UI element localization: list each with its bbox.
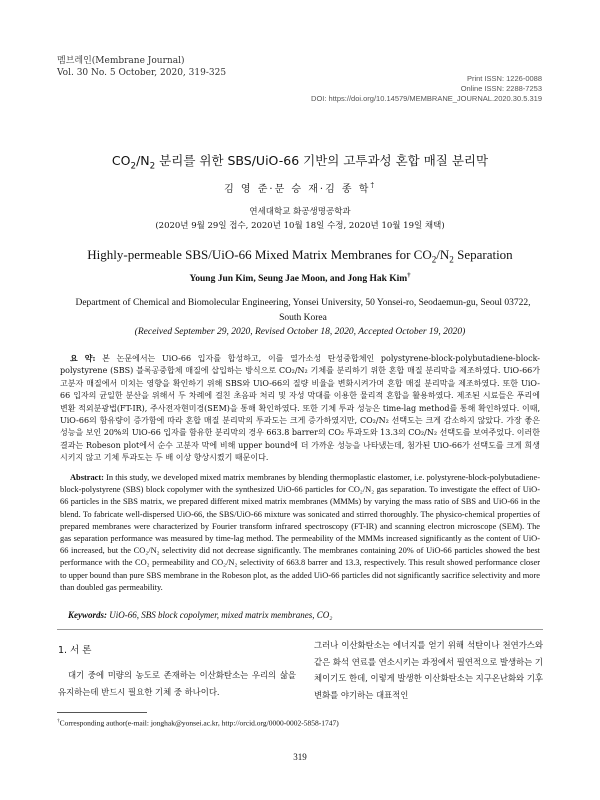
- online-issn: Online ISSN: 2288-7253: [460, 84, 542, 93]
- korean-affiliation: 연세대학교 화공생명공학과: [249, 207, 351, 217]
- korean-abstract-label: 요 약:: [70, 353, 96, 363]
- english-title: [0, 247, 600, 265]
- english-title-subscript: 2: [431, 254, 437, 265]
- doi-link[interactable]: DOI: https://doi.org/10.14579/MEMBRANE_JOURNAL.2020.30.5.319: [311, 94, 542, 103]
- print-issn: Print ISSN: 1226-0088: [466, 74, 542, 83]
- corresponding-mark: †: [407, 272, 411, 279]
- body-left-column: 대기 중에 미량의 농도로 존재하는 이산화탄소는 우리의 삶을 유지하는데 반드시 필요한 기체 중 하나이다.: [58, 670, 296, 697]
- keywords-label: Keywords:: [68, 610, 107, 620]
- korean-dates: (2020년 9월 29일 접수, 2020년 10월 18일 수정, 2020년 10월 19일 채택): [155, 221, 445, 231]
- english-dates: (Received September 29, 2020, Revised October 18, 2020, Accepted October 19, 2020): [134, 327, 466, 337]
- page-number: 319: [293, 752, 307, 762]
- section-divider: [57, 629, 543, 630]
- keywords-text: UiO-66, SBS block copolymer, mixed matrix membranes, CO₂: [109, 610, 333, 620]
- korean-title-part: CO: [111, 153, 131, 168]
- issn-block: [311, 74, 542, 104]
- journal-header: [57, 55, 226, 79]
- korean-abstract: [60, 352, 540, 465]
- journal-name: 멤브레인(Membrane Journal): [57, 56, 185, 66]
- english-title-part: Separation: [453, 247, 513, 262]
- korean-title-subscript: 2: [130, 161, 137, 172]
- english-authors-names: Young Jun Kim, Seung Jae Moon, and Jong Hak Kim: [189, 274, 408, 285]
- english-abstract-text: In this study, we developed mixed matrix membranes by blending thermoplastic elastomer, i.e. polystyrene-block-polybutadiene-block-polystyrene (SBS) block copolymer with the synthesized UiO-66 particles for CO₂/N₂ gas separation. To investigate the effect of UiO-66 particles in the SBS matrix, we prepared different mixed matrix membranes (MMMs) by varying the mass ratio of SBS and UiO-66 in the blend. To fabricate well-dispersed UiO-66, the SBS/UiO-66 mixture was sonicated and stirred thoroughly. The physico-chemical properties of prepared membranes were characterized by Fourier transform infrared spectroscopy (FT-IR) and scanning electron microscope (SEM). The gas separation performance was measured by time-lag method. The permeability of the MMMs increased significantly as the content of UiO-66 increased, but the CO₂/N₂ selectivity did not decrease significantly. The membranes containing 20% of UiO-66 particles showed the best performance with the CO₂ permeability and CO₂/N₂ selectivity of 663.8 barrer and 13.3, respectively. This result showed performance closer to upper bound than pure SBS membrane in the Robeson plot, as the added UiO-66 particles did not significantly sacrifice selectivity and more than doubled gas permeability.: [60, 473, 540, 592]
- korean-title: [0, 151, 600, 172]
- korean-authors: [0, 180, 600, 195]
- footnote-divider: [57, 712, 147, 713]
- volume-line: Vol. 30 No. 5 October, 2020, 319-325: [57, 68, 227, 78]
- footnote-text[interactable]: Corresponding author(e-mail: jonghak@yonsei.ac.kr, http://orcid.org/0000-0002-5858-1747): [59, 718, 339, 728]
- footnote: [57, 718, 339, 728]
- korean-title-subscript: 2: [149, 161, 156, 172]
- english-affiliation: Department of Chemical and Biomolecular Engineering, Yonsei University, 50 Yonsei-ro, Seodaemun-gu, Seoul 03722, South Korea: [75, 298, 531, 323]
- korean-abstract-text: 본 논문에서는 UiO-66 입자를 합성하고, 이를 열가소성 탄성중합체인 polystyrene-block-polybutadiene-block-polystyrene (SBS) 블록공중합체 매질에 삽입하는 방식으로 CO₂/N₂ 기체를 분리하기 위한 혼합 매질 분리막을 제조하였다. UiO-66가 고분자 매질에서 미치는 영향을 확인하기 위해 SBS와 UiO-66의 질량 비율을 변화시켜가며 혼합 매질 분리막을 제조하였다. 또한 UiO-66 입자의 균일한 분산을 위해서 두 차례에 걸친 초음파 처리 및 자성 막대를 이용한 물리적 혼합을 활용하였다. 제조된 시료들은 푸리에 변환 적외분광법(FT-IR), 주사전자현미경(SEM)을 통해 확인하였다. 또한 기체 투과 성능은 time-lag method를 통해 확인하였다. 이때, UiO-66의 함유량이 증가함에 따라 혼합 매질 분리막의 투과도는 크게 증가하였지만, CO₂/N₂ 선택도는 크게 감소하지 않았다. 가장 좋은 성능을 보인 20%의 UiO-66 입자를 함유한 분리막의 경우 663.8 barrer의 CO₂ 투과도와 13.3의 CO₂/N₂ 선택도를 보여주었다. 이러한 결과는 Robeson plot에서 순수 고분자 막에 비해 upper bound에 더 가까운 성능을 나타냈는데, 첨가된 UiO-66가 선택도를 크게 희생시키지 않고 기체 투과도는 두 배 이상 향상시켰기 때문이다.: [60, 354, 540, 463]
- english-title-part: Highly-permeable SBS/UiO-66 Mixed Matrix Membranes for CO: [87, 247, 432, 262]
- english-abstract: [60, 472, 540, 594]
- footnote-mark: †: [57, 718, 60, 724]
- section-heading: 1. 서 론: [58, 645, 92, 656]
- english-abstract-label: Abstract:: [70, 473, 104, 482]
- corresponding-mark: †: [370, 181, 376, 190]
- body-right-column: 그러나 이산화탄소는 에너지를 얻기 위해 석탄이나 천연가스와 같은 화석 연료를 연소시키는 과정에서 필연적으로 발생하는 기체이기도 한데, 이렇게 발생한 이산화탄소는 지구온난화와 기후 변화를 야기하는 대표적인: [314, 640, 543, 700]
- korean-authors-names: 김 영 준·문 승 재·김 종 학: [224, 184, 371, 195]
- english-title-subscript: 2: [449, 254, 454, 265]
- korean-title-part: 분리를 위한 SBS/UiO-66 기반의 고투과성 혼합 매질 분리막: [155, 153, 489, 168]
- keywords: [68, 610, 332, 620]
- english-title-part: /N: [436, 247, 450, 262]
- korean-title-part: /N: [136, 153, 150, 168]
- english-authors: [0, 272, 600, 284]
